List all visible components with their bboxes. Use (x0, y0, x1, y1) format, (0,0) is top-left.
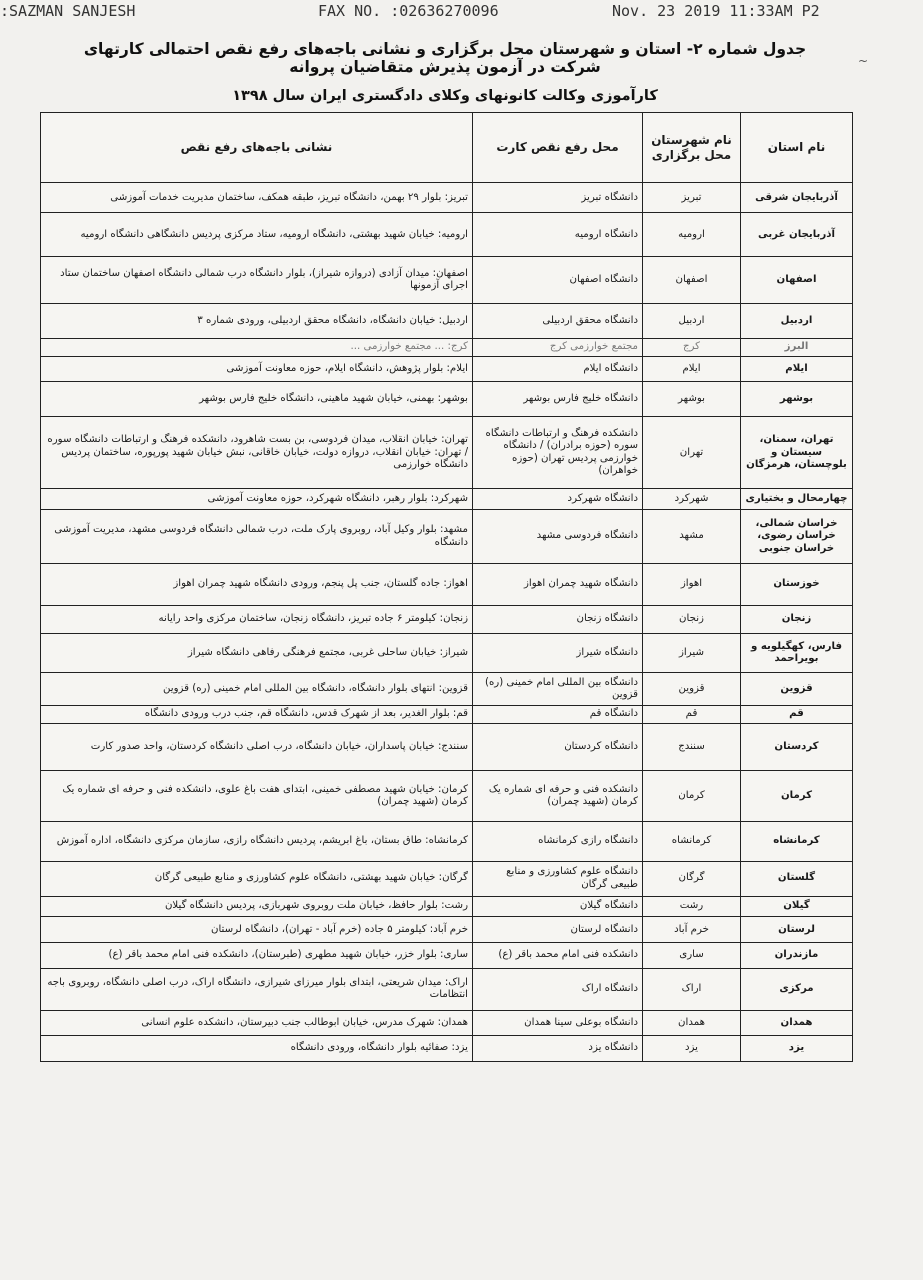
city-cell: ارومیه (643, 213, 741, 257)
address-cell: سنندج: خیابان پاسداران، خیابان دانشگاه، درب اصلی دانشگاه کردستان، واحد صدور کارت (41, 724, 473, 771)
table-row (41, 917, 853, 943)
address-cell: اراک: میدان شریعتی، ابتدای بلوار میرزای شیرازی، دانشگاه اراک، درب اصلی دانشگاه، روبروی باجه انتظامات (41, 968, 473, 1010)
table-row (41, 673, 853, 706)
address-cell: ایلام: بلوار پژوهش، دانشگاه ایلام، حوزه معاونت آموزشی (41, 356, 473, 382)
place-cell: دانشگاه شهید چمران اهواز (473, 563, 643, 605)
address-cell: زنجان: کیلومتر ۶ جاده تبریز، دانشگاه زنجان، ساختمان مرکزی واحد رایانه (41, 605, 473, 633)
place-cell: دانشگاه ایلام (473, 356, 643, 382)
scan-mark: ~ (858, 54, 869, 68)
city-cell: یزد (643, 1036, 741, 1062)
city-cell: تبریز (643, 183, 741, 213)
city-cell: بوشهر (643, 382, 741, 417)
place-cell: دانشگاه بوعلی سینا همدان (473, 1010, 643, 1036)
table-row (41, 213, 853, 257)
address-cell: تهران: خیابان انقلاب، میدان فردوسی، بن بست شاهرود، دانشکده فرهنگ و ارتباطات دانشگاه سوره / تهران: خیابان انقلاب، دروازه دولت، خیابان خاقانی، نبش خیابان شهید پورپوره، ساختمان پردیس دانشگاه خوارزمی (41, 417, 473, 489)
address-cell: اردبیل: خیابان دانشگاه، دانشگاه محقق اردبیلی، ورودی شماره ۳ (41, 304, 473, 339)
address-cell: اهواز: جاده گلستان، جنب پل پنجم، ورودی دانشگاه شهید چمران اهواز (41, 563, 473, 605)
table-header-row (41, 113, 853, 183)
province-cell: بوشهر (741, 382, 853, 417)
place-cell: دانشگاه خلیج فارس بوشهر (473, 382, 643, 417)
table-row (41, 605, 853, 633)
place-cell: دانشگاه ارومیه (473, 213, 643, 257)
province-cell: یزد (741, 1036, 853, 1062)
fax-number: FAX NO. :02636270096 (318, 2, 499, 20)
city-cell: قزوین (643, 673, 741, 706)
table-row (41, 510, 853, 564)
province-cell: قزوین (741, 673, 853, 706)
fax-header (0, 0, 923, 22)
province-cell: اردبیل (741, 304, 853, 339)
province-cell: مرکزی (741, 968, 853, 1010)
table-row (41, 417, 853, 489)
city-cell: رشت (643, 896, 741, 917)
address-cell: اصفهان: میدان آزادی (دروازه شیراز)، بلوار دانشگاه درب شمالی دانشگاه اصفهان ساختمان ستاد اجرای آزمونها (41, 257, 473, 304)
table-row (41, 822, 853, 862)
header-city: نام شهرستان محل برگزاری (643, 113, 741, 183)
province-cell: لرستان (741, 917, 853, 943)
place-cell: مجتمع خوارزمی کرج (473, 338, 643, 356)
place-cell: دانشگاه اصفهان (473, 257, 643, 304)
table-row (41, 861, 853, 896)
address-cell: ارومیه: خیابان شهید بهشتی، دانشگاه ارومیه، ستاد مرکزی پردیس دانشگاهی دانشگاه ارومیه (41, 213, 473, 257)
city-cell: سنندج (643, 724, 741, 771)
province-cell: آذربایجان غربی (741, 213, 853, 257)
place-cell: دانشگاه علوم کشاورزی و منابع طبیعی گرگان (473, 861, 643, 896)
address-cell: قم: بلوار الغدیر، بعد از شهرک قدس، دانشگاه قم، جنب درب ورودی دانشگاه (41, 705, 473, 724)
table-row (41, 968, 853, 1010)
table-row (41, 382, 853, 417)
province-cell: گیلان (741, 896, 853, 917)
province-cell: مازندران (741, 943, 853, 969)
address-cell: ساری: بلوار خزر، خیابان شهید مطهری (طبرستان)، دانشکده فنی امام محمد باقر (ع) (41, 943, 473, 969)
place-cell: دانشگاه محقق اردبیلی (473, 304, 643, 339)
province-cell: گلستان (741, 861, 853, 896)
address-cell: تبریز: بلوار ۲۹ بهمن، دانشگاه تبریز، طبقه همکف، ساختمان مدیریت خدمات آموزشی (41, 183, 473, 213)
province-cell: همدان (741, 1010, 853, 1036)
city-cell: زنجان (643, 605, 741, 633)
province-cell: کرمان (741, 770, 853, 821)
table-row (41, 1010, 853, 1036)
address-cell: بوشهر: بهمنی، خیابان شهید ماهینی، دانشگاه خلیج فارس بوشهر (41, 382, 473, 417)
fax-sender: :SAZMAN SANJESH (0, 2, 136, 20)
place-cell: دانشکده فنی امام محمد باقر (ع) (473, 943, 643, 969)
province-cell: فارس، کهگیلویه و بویراحمد (741, 633, 853, 673)
city-cell: شیراز (643, 633, 741, 673)
header-province: نام استان (741, 113, 853, 183)
address-cell: همدان: شهرک مدرس، خیابان ابوطالب جنب دبیرستان، دانشکده علوم انسانی (41, 1010, 473, 1036)
document-subtitle: کارآموزی وکالت کانونهای وکلای دادگستری ایران سال ۱۳۹۸ (232, 88, 658, 104)
province-cell: کردستان (741, 724, 853, 771)
header-place: محل رفع نقص کارت (473, 113, 643, 183)
place-cell: دانشکده فرهنگ و ارتباطات دانشگاه سوره (حوزه برادران) / دانشگاه خوارزمی پردیس تهران (حوزه خواهران) (473, 417, 643, 489)
city-cell: کرمان (643, 770, 741, 821)
table-row (41, 356, 853, 382)
place-cell: دانشگاه قم (473, 705, 643, 724)
place-cell: دانشگاه یزد (473, 1036, 643, 1062)
table-row (41, 724, 853, 771)
address-cell: کرمانشاه: طاق بستان، باغ ابریشم، پردیس دانشگاه رازی، سازمان مرکزی دانشگاه، اداره آموزش (41, 822, 473, 862)
address-cell: رشت: بلوار حافظ، خیابان ملت روبروی شهربازی، پردیس دانشگاه گیلان (41, 896, 473, 917)
city-cell: ایلام (643, 356, 741, 382)
fax-date: Nov. 23 2019 11:33AM P2 (612, 2, 820, 20)
table-row (41, 943, 853, 969)
city-cell: همدان (643, 1010, 741, 1036)
city-cell: کرمانشاه (643, 822, 741, 862)
province-cell: اصفهان (741, 257, 853, 304)
address-cell: کرج: ... مجتمع خوارزمی ... (41, 338, 473, 356)
place-cell: دانشگاه فردوسی مشهد (473, 510, 643, 564)
table-row (41, 489, 853, 510)
city-cell: ساری (643, 943, 741, 969)
province-cell: البرز (741, 338, 853, 356)
province-cell: آذربایجان شرقی (741, 183, 853, 213)
address-cell: شهرکرد: بلوار رهبر، دانشگاه شهرکرد، حوزه معاونت آموزشی (41, 489, 473, 510)
place-cell: دانشگاه رازی کرمانشاه (473, 822, 643, 862)
place-cell: دانشگاه زنجان (473, 605, 643, 633)
city-cell: اراک (643, 968, 741, 1010)
address-cell: مشهد: بلوار وکیل آباد، روبروی پارک ملت، درب شمالی دانشگاه فردوسی مشهد، مدیریت آموزشی دانشگاه (41, 510, 473, 564)
locations-table (40, 112, 853, 1062)
place-cell: دانشگاه اراک (473, 968, 643, 1010)
province-cell: خراسان شمالی، خراسان رضوی، خراسان جنوبی (741, 510, 853, 564)
place-cell: دانشگاه کردستان (473, 724, 643, 771)
city-cell: اردبیل (643, 304, 741, 339)
place-cell: دانشگاه گیلان (473, 896, 643, 917)
place-cell: دانشگاه بین المللی امام خمینی (ره) قزوین (473, 673, 643, 706)
place-cell: دانشگاه شهرکرد (473, 489, 643, 510)
province-cell: تهران، سمنان، سیستان و بلوچستان، هرمزگان (741, 417, 853, 489)
city-cell: شهرکرد (643, 489, 741, 510)
address-cell: کرمان: خیابان شهید مصطفی خمینی، ابتدای هفت باغ علوی، دانشکده فنی و حرفه ای شماره یک کرمان (شهید چمران) (41, 770, 473, 821)
city-cell: اهواز (643, 563, 741, 605)
city-cell: تهران (643, 417, 741, 489)
table-row (41, 896, 853, 917)
table-row (41, 257, 853, 304)
table-row (41, 338, 853, 356)
table-row (41, 183, 853, 213)
city-cell: کرج (643, 338, 741, 356)
city-cell: قم (643, 705, 741, 724)
address-cell: قزوین: انتهای بلوار دانشگاه، دانشگاه بین المللی امام خمینی (ره) قزوین (41, 673, 473, 706)
table-row (41, 1036, 853, 1062)
province-cell: خوزستان (741, 563, 853, 605)
table-row (41, 770, 853, 821)
address-cell: خرم آباد: کیلومتر ۵ جاده (خرم آباد - تهران)، دانشگاه لرستان (41, 917, 473, 943)
city-cell: مشهد (643, 510, 741, 564)
address-cell: گرگان: خیابان شهید بهشتی، دانشگاه علوم کشاورزی و منابع طبیعی گرگان (41, 861, 473, 896)
city-cell: گرگان (643, 861, 741, 896)
place-cell: دانشکده فنی و حرفه ای شماره یک کرمان (شهید چمران) (473, 770, 643, 821)
province-cell: کرمانشاه (741, 822, 853, 862)
province-cell: چهارمحال و بختیاری (741, 489, 853, 510)
table-row (41, 633, 853, 673)
document-title: جدول شماره ۲- استان و شهرستان محل برگزاری و نشانی باجه‌های رفع نقص احتمالی کارتهای شرکت در آزمون پذیرش متقاضیان پروانه (83, 40, 807, 76)
province-cell: زنجان (741, 605, 853, 633)
province-cell: ایلام (741, 356, 853, 382)
city-cell: خرم آباد (643, 917, 741, 943)
address-cell: یزد: صفائیه بلوار دانشگاه، ورودی دانشگاه (41, 1036, 473, 1062)
place-cell: دانشگاه لرستان (473, 917, 643, 943)
place-cell: دانشگاه تبریز (473, 183, 643, 213)
table-row (41, 563, 853, 605)
province-cell: قم (741, 705, 853, 724)
table-row (41, 304, 853, 339)
table-row (41, 705, 853, 724)
address-cell: شیراز: خیابان ساحلی غربی، مجتمع فرهنگی رفاهی دانشگاه شیراز (41, 633, 473, 673)
city-cell: اصفهان (643, 257, 741, 304)
header-address: نشانی باجه‌های رفع نقص (41, 113, 473, 183)
place-cell: دانشگاه شیراز (473, 633, 643, 673)
